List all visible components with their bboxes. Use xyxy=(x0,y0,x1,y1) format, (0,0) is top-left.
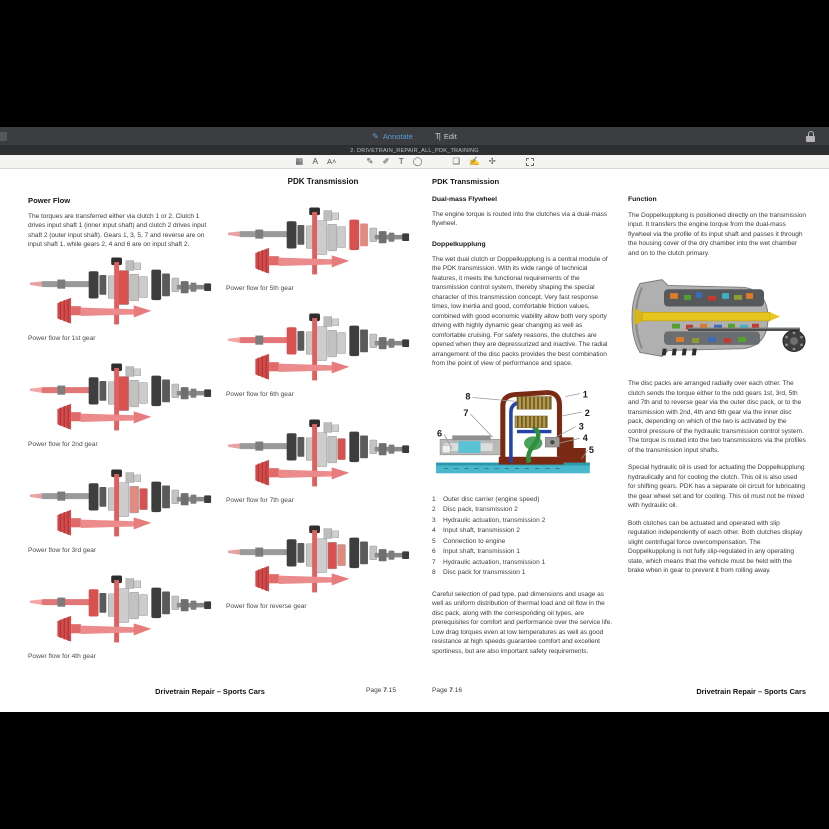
pencil-tool-icon[interactable]: ✎ xyxy=(366,156,374,167)
function-p3: Special hydraulic oil is used for actuating the Doppelkupplung hydraulically and for cooling the clutch. This oil is also used for shifting gears. PDK has a separate oil circuit for lubricating the gear wheel set and for cooling. This oil must not be mixed with hydraulic oil. xyxy=(628,464,806,510)
callout-7: 7 xyxy=(463,407,469,418)
callout-6: 6 xyxy=(437,428,443,439)
left-footer-page: Page 7.15 xyxy=(366,687,397,694)
parts-list-item: 6 Input shaft, transmission 1 xyxy=(432,548,520,556)
right-page-column-2 xyxy=(628,196,806,576)
figure-caption: Power flow for 1st gear xyxy=(28,334,96,342)
callout-1: 1 xyxy=(582,389,588,400)
window-edge-fragment xyxy=(0,132,7,141)
section-heading-power-flow: Power Flow xyxy=(28,196,71,205)
parts-list-item: 4 Input shaft, transmission 2 xyxy=(432,527,520,535)
gearbox-illustration xyxy=(226,524,412,600)
gear-power-flow-figure xyxy=(28,468,214,554)
document-title-bar xyxy=(0,146,829,155)
parts-list-item: 5 Connection to engine xyxy=(432,537,506,545)
thumbnails-icon[interactable]: ▦ xyxy=(295,156,304,167)
heading-function: Function xyxy=(628,196,657,203)
text-edit-icon: T| xyxy=(434,131,440,141)
heading-doppelkupplung: Doppelkupplung xyxy=(432,240,486,248)
parts-list-item: 7 Hydraulic actuation, transmission 1 xyxy=(432,558,546,566)
text-tool-icon[interactable]: T xyxy=(398,156,404,167)
figure-caption: Power flow for reverse gear xyxy=(226,603,307,610)
figure-caption: Power flow for 6th gear xyxy=(226,391,294,398)
pen-icon[interactable]: ✢ xyxy=(488,156,496,167)
right-footer-page: Page 7.16 xyxy=(432,687,463,694)
gearbox-illustration xyxy=(28,362,214,438)
annotation-toolbar xyxy=(0,155,829,169)
text-style-icon[interactable]: A xyxy=(312,156,318,167)
lock-icon[interactable] xyxy=(806,131,815,142)
gear-power-flow-figure xyxy=(226,418,420,504)
figure-caption: Power flow for 3rd gear xyxy=(28,546,97,554)
gearbox-illustration xyxy=(28,468,214,544)
callout-8: 8 xyxy=(465,391,471,402)
gearbox-illustration xyxy=(28,256,214,332)
parts-list-item: 8 Disc pack for transmission 1 xyxy=(432,568,526,576)
transmission-cutaway-image xyxy=(628,272,806,364)
parts-list-item: 3 Hydraulic actuation, transmission 2 xyxy=(432,516,546,524)
callout-4: 4 xyxy=(582,433,588,443)
function-p4: Both clutches can be actuated and operated with slip regulation independently of each other. Both clutches display slight centrifugal force overcompensation. The Doppelkupplung is not fully slip-regulated in any operating state, which means that the vehicle must be held with the brake when in gear to prevent it from rolling away. xyxy=(628,519,803,575)
highlighter-icon[interactable]: ✐ xyxy=(382,156,390,167)
left-page-column-2 xyxy=(226,177,420,630)
gear-power-flow-figure xyxy=(226,312,420,398)
pads-text: Careful selection of pad type, pad dimensions and usage as well as uniform distribution of thermal load and oil flow in the disc pack, along with the corresponding oil types, are prerequisites for comfort and performance over the service life. Low drag torques even at low temperatures as well as good resistance at high speeds guarantee comfort and excellent sportiness, but are also important safety requirements. xyxy=(432,590,613,655)
gearbox-illustration xyxy=(226,312,412,388)
parts-list-item: 1 Outer disc carrier (engine speed) xyxy=(432,495,540,503)
power-flow-intro: The torques are transferred either via clutch 1 or 2. Clutch 1 drives input shaft 1 (inner input shaft) and clutch 2 drives input shaft 2 (outer input shaft). Gears 1, 3, 5, 7 and reverse are on input shaft 1, while gears 2, 4 and 6 are on input shaft 2. xyxy=(28,213,207,249)
gear-figure-list-5-reverse xyxy=(226,206,420,610)
section-heading-pdk: PDK Transmission xyxy=(432,177,500,186)
pencil-icon: ✎ xyxy=(372,131,379,141)
selection-icon[interactable] xyxy=(526,158,534,166)
parts-list-item: 2 Disc pack, transmission 2 xyxy=(432,506,518,514)
figure-caption: Power flow for 2nd gear xyxy=(28,440,98,448)
note-icon[interactable]: ❏ xyxy=(452,156,460,167)
gear-power-flow-figure xyxy=(28,256,214,342)
gear-power-flow-figure xyxy=(226,524,420,610)
gear-power-flow-figure xyxy=(226,206,420,292)
clutch-cross-section-diagram xyxy=(432,381,604,483)
function-p1: The Doppelkupplung is positioned directly on the transmission input. It transfers the engine torque from the dual-mass flywheel via the profile of its input shaft and passes it through the housing cover of the dry chamber into the wet chamber and on to the clutch primary. xyxy=(628,212,807,257)
gearbox-illustration xyxy=(28,574,214,650)
right-page-column-1 xyxy=(432,177,613,656)
font-style-icon[interactable]: A˄ xyxy=(327,156,337,166)
shape-loop-icon[interactable]: ◯ xyxy=(412,156,423,167)
signature-icon[interactable]: ✍ xyxy=(468,156,480,167)
figure-caption: Power flow for 7th gear xyxy=(226,497,294,504)
gearbox-illustration xyxy=(226,418,412,494)
tab-annotate[interactable] xyxy=(372,132,413,141)
gear-power-flow-figure xyxy=(28,574,214,660)
viewer-toolbar xyxy=(0,127,829,146)
figure-caption: Power flow for 5th gear xyxy=(226,285,294,292)
callout-3: 3 xyxy=(578,421,584,432)
tab-edit-label: Edit xyxy=(443,131,457,141)
callout-2: 2 xyxy=(584,407,590,418)
gearbox-illustration xyxy=(226,206,412,282)
clutch-parts-list xyxy=(432,496,613,578)
left-page-column-1 xyxy=(28,196,214,680)
document-title: 2. DRIVETRAIN_REPAIR_ALL_PDK_TRAINING xyxy=(350,147,479,154)
callout-5: 5 xyxy=(588,444,594,455)
right-footer-title: Drivetrain Repair – Sports Cars xyxy=(696,687,806,696)
heading-dual-mass-flywheel: Dual-mass Flywheel xyxy=(432,196,497,203)
doppelkupplung-text: The wet dual clutch or Doppelkupplung is a central module of the PDK transmission. With its wide range of technical features, it meets the functional requirements of the transmission control system, thereby shaping the special character of this transmission concept. Very fast response times, low inertia and good, comfortable friction values, combined with good economic viability allow both very sporty driving with highly dynamic gear changing as well as comfortable cruising. For safety reasons, the clutches are opened when they are depressurized and inactive. The radial arrangement of the disc packs provides the best combination from the point of view of performance and space. xyxy=(432,255,608,368)
page-title-pdk-transmission: PDK Transmission xyxy=(287,177,359,186)
tab-annotate-label: Annotate xyxy=(382,131,413,141)
function-p2: The disc packs are arranged radially over each other. The clutch sends the torque either to the odd gears 1st, 3rd, 5th and 7th and to reverse gear via the outer disc pack, or to the transmission with 2nd, 4th and 6th gear via the inner disc pack, depending on which of the two is activated by the control pressure of the hydraulic transmission control system. The torque is routed into the two transmissions via the profiles of the transmission input shafts. xyxy=(628,380,806,454)
figure-caption: Power flow for 4th gear xyxy=(28,652,96,660)
tab-edit[interactable] xyxy=(435,132,457,141)
gear-figure-list-1-4 xyxy=(28,256,214,660)
flywheel-text: The engine torque is routed into the clutches via a dual-mass flywheel. xyxy=(432,211,608,228)
document-pages xyxy=(0,169,829,712)
gear-power-flow-figure xyxy=(28,362,214,448)
left-footer-title: Drivetrain Repair – Sports Cars xyxy=(155,687,265,696)
